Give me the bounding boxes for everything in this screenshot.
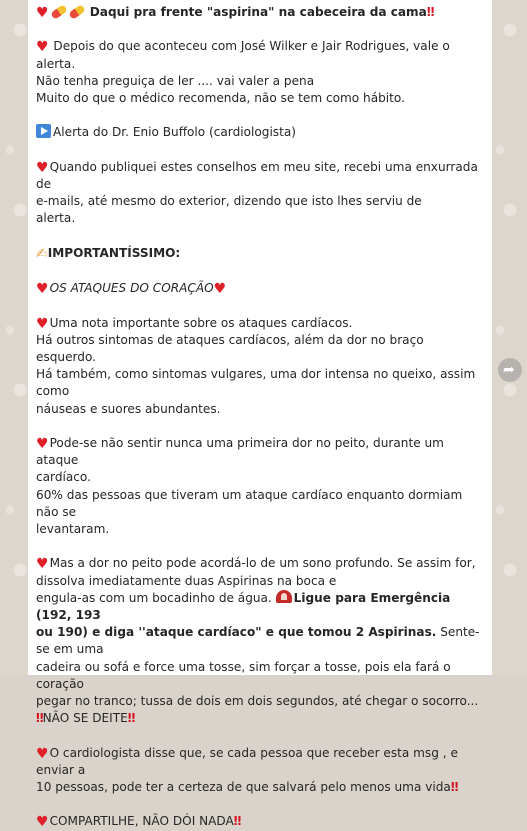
message-paragraph-intro	[36, 38, 482, 107]
red-heart-icon: ♥	[36, 745, 49, 762]
message-heading: IMPORTANTÍSSIMO:	[47, 245, 181, 260]
message-text: Depois do que aconteceu com José Wilker e Jair Rodrigues, vale o alerta.	[36, 39, 450, 71]
message-text: cardíaco.	[36, 470, 91, 485]
message-text: cadeira ou sofá e force uma tosse, sim forçar a tosse, pois ela fará o coração	[36, 659, 451, 691]
pill-icon	[68, 4, 86, 20]
double-exclamation-icon: ‼	[450, 780, 458, 794]
forward-arrow-icon: ➦	[503, 362, 515, 378]
message-text: Uma nota importante sobre os ataques cardíacos.	[49, 315, 353, 330]
message-text: NÃO SE DEITE	[42, 711, 128, 726]
message-text: Mas a dor no peito pode acordá-lo de um sono profundo. Se assim for,	[49, 556, 476, 571]
message-heading: OS ATAQUES DO CORAÇÃO	[49, 281, 214, 296]
writing-hand-icon: ✍	[36, 245, 48, 262]
message-text: Alerta do Dr. Enio Buffolo (cardiologista)	[53, 125, 296, 140]
red-heart-icon: ♥	[36, 814, 49, 831]
message-paragraph-title	[36, 4, 482, 21]
red-heart-icon: ♥	[36, 556, 49, 573]
double-exclamation-icon: ‼	[426, 5, 434, 19]
message-text: Há também, como sintomas vulgares, uma dor intensa no queixo, assim como	[36, 367, 476, 399]
red-heart-icon: ♥	[36, 281, 49, 298]
message-text: alerta.	[36, 211, 76, 226]
red-heart-icon: ♥	[36, 5, 49, 21]
double-exclamation-icon: ‼	[127, 711, 135, 726]
red-heart-icon: ♥	[36, 435, 49, 452]
message-paragraph-share-count	[36, 745, 482, 797]
pill-icon	[50, 4, 68, 20]
message-text: Sente-se em uma	[36, 625, 480, 657]
message-text: Há outros sintomas de ataques cardíacos, além da dor no braço esquerdo.	[36, 332, 424, 364]
message-text: levantaram.	[36, 521, 110, 536]
forward-button[interactable]	[498, 358, 522, 382]
message-text: e-mails, até mesmo do exterior, dizendo que isto lhes serviu de	[36, 194, 422, 209]
message-text: engula-as com um bocadinho de água.	[36, 590, 276, 605]
message-text: O cardiologista disse que, se cada pessoa que receber esta msg , e enviar a	[36, 745, 458, 777]
message-paragraph-site	[36, 159, 482, 228]
message-paragraph-important	[36, 245, 482, 263]
bank-building-icon	[276, 590, 292, 603]
message-text: 60% das pessoas que tiveram um ataque cardíaco enquanto dormiam não se	[36, 487, 463, 519]
message-text: COMPARTILHE, NÃO DÓI NADA	[49, 814, 234, 829]
double-exclamation-icon: ‼	[233, 814, 241, 829]
message-text: dissolva imediatamente duas Aspirinas na boca e	[36, 573, 337, 588]
message-text: Não tenha preguiça de ler .... vai valer a pena	[36, 73, 315, 88]
message-paragraph-instructions	[36, 555, 482, 727]
message-paragraph-heart-attacks	[36, 280, 482, 297]
message-text: náuseas e suores abundantes.	[36, 401, 221, 416]
message-text: Quando publiquei estes conselhos em meu site, recebi uma enxurrada de	[36, 159, 478, 191]
message-emphasis: ou 190) e diga ''ataque cardíaco" e que tomou 2 Aspirinas.	[36, 625, 437, 640]
message-emphasis: Ligue para Emergência (192, 193	[36, 590, 451, 622]
message-paragraph-share	[36, 813, 482, 830]
double-exclamation-icon: ‼	[36, 711, 43, 726]
play-button-icon	[36, 124, 51, 138]
message-title: Daqui pra frente "aspirina" na cabeceira da cama	[85, 5, 427, 19]
red-heart-icon: ♥	[36, 315, 49, 332]
message-text: Pode-se não sentir nunca uma primeira dor no peito, durante um ataque	[36, 435, 444, 468]
red-heart-icon: ♥	[36, 39, 49, 56]
red-heart-icon: ♥	[213, 281, 227, 298]
message-paragraph-symptoms	[36, 315, 482, 418]
message-bubble[interactable]	[28, 0, 492, 831]
message-text: 10 pessoas, pode ter a certeza de que salvará pelo menos uma vida	[36, 780, 451, 794]
message-text: pegar no tranco; tussa de dois em dois segundos, até chegar o socorro...	[36, 694, 479, 708]
message-paragraph-alert	[36, 124, 482, 141]
message-paragraph-no-pain	[36, 435, 482, 538]
red-heart-icon: ♥	[36, 159, 49, 176]
message-text: Muito do que o médico recomenda, não se tem como hábito.	[36, 91, 405, 105]
